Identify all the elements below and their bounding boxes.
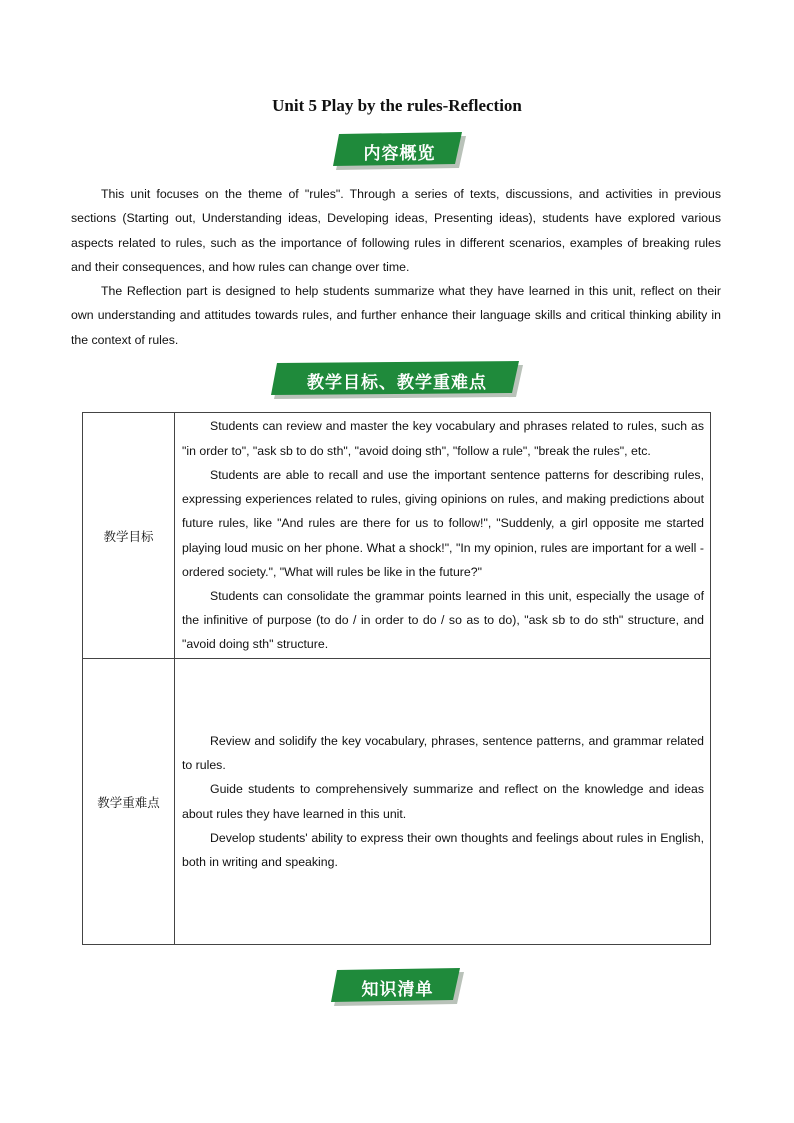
document-title: Unit 5 Play by the rules-Reflection — [272, 96, 522, 115]
objectives-table — [82, 412, 711, 945]
section-banner-objectives — [271, 361, 523, 399]
table-row — [83, 659, 711, 945]
intro-paragraph: This unit focuses on the theme of "rules". Through a series of texts, discussions, and activities in previous sections (Starting out, Understanding ideas, Developing ideas, Presenting ideas), students have explored various aspects related to rules, such as the importance of following rules in different scenarios, examples of breaking rules and their consequences, and how rules can change over time. — [71, 187, 721, 274]
objectives-content — [175, 413, 711, 659]
key-point-item: Guide students to comprehensively summarize and reflect on the knowledge and ideas about rules they have learned in this unit. — [182, 782, 704, 821]
intro-text — [71, 182, 721, 352]
key-point-item: Develop students' ability to express their own thoughts and feelings about rules in English, both in writing and speaking. — [182, 830, 704, 869]
row-label-key-points: 教学重难点 — [83, 659, 175, 945]
table-row — [83, 413, 711, 659]
objective-item: Students can consolidate the grammar points learned in this unit, especially the usage of the infinitive of purpose (to do / in order to do / so as to do), "ask sb to do sth" structure, and "avoid doing sth" structure. — [182, 588, 704, 652]
objective-item: Students can review and master the key vocabulary and phrases related to rules, such as "in order to", "ask sb to do sth", "avoid doing sth", "follow a rule", "break the rules", etc. — [182, 419, 704, 458]
key-point-item: Review and solidify the key vocabulary, phrases, sentence patterns, and grammar related to rules. — [182, 733, 704, 773]
row-label-objectives: 教学目标 — [83, 413, 175, 659]
section-banner-knowledge — [331, 968, 464, 1006]
intro-paragraph: The Reflection part is designed to help students summarize what they have learned in this unit, reflect on their own understanding and attitudes towards rules, and further enhance their language skills and critical thinking ability in the context of rules. — [71, 284, 721, 347]
banner-label: 内容概览 — [363, 143, 436, 164]
banner-label: 知识清单 — [361, 979, 434, 1000]
banner-label: 教学目标、教学重难点 — [307, 372, 487, 393]
section-banner-overview — [333, 132, 466, 170]
key-points-content — [175, 659, 711, 945]
objective-item: Students are able to recall and use the important sentence patterns for describing rules, expressing experiences related to rules, giving opinions on rules, and making predictions about future rules, like "And rules are there for us to follow!", "Suddenly, a girl opposite me started playing loud music on her phone. What a shock!", "In my opinion, rules are important for a well - ordered society.", "What will rules be like in the future?" — [182, 467, 704, 579]
